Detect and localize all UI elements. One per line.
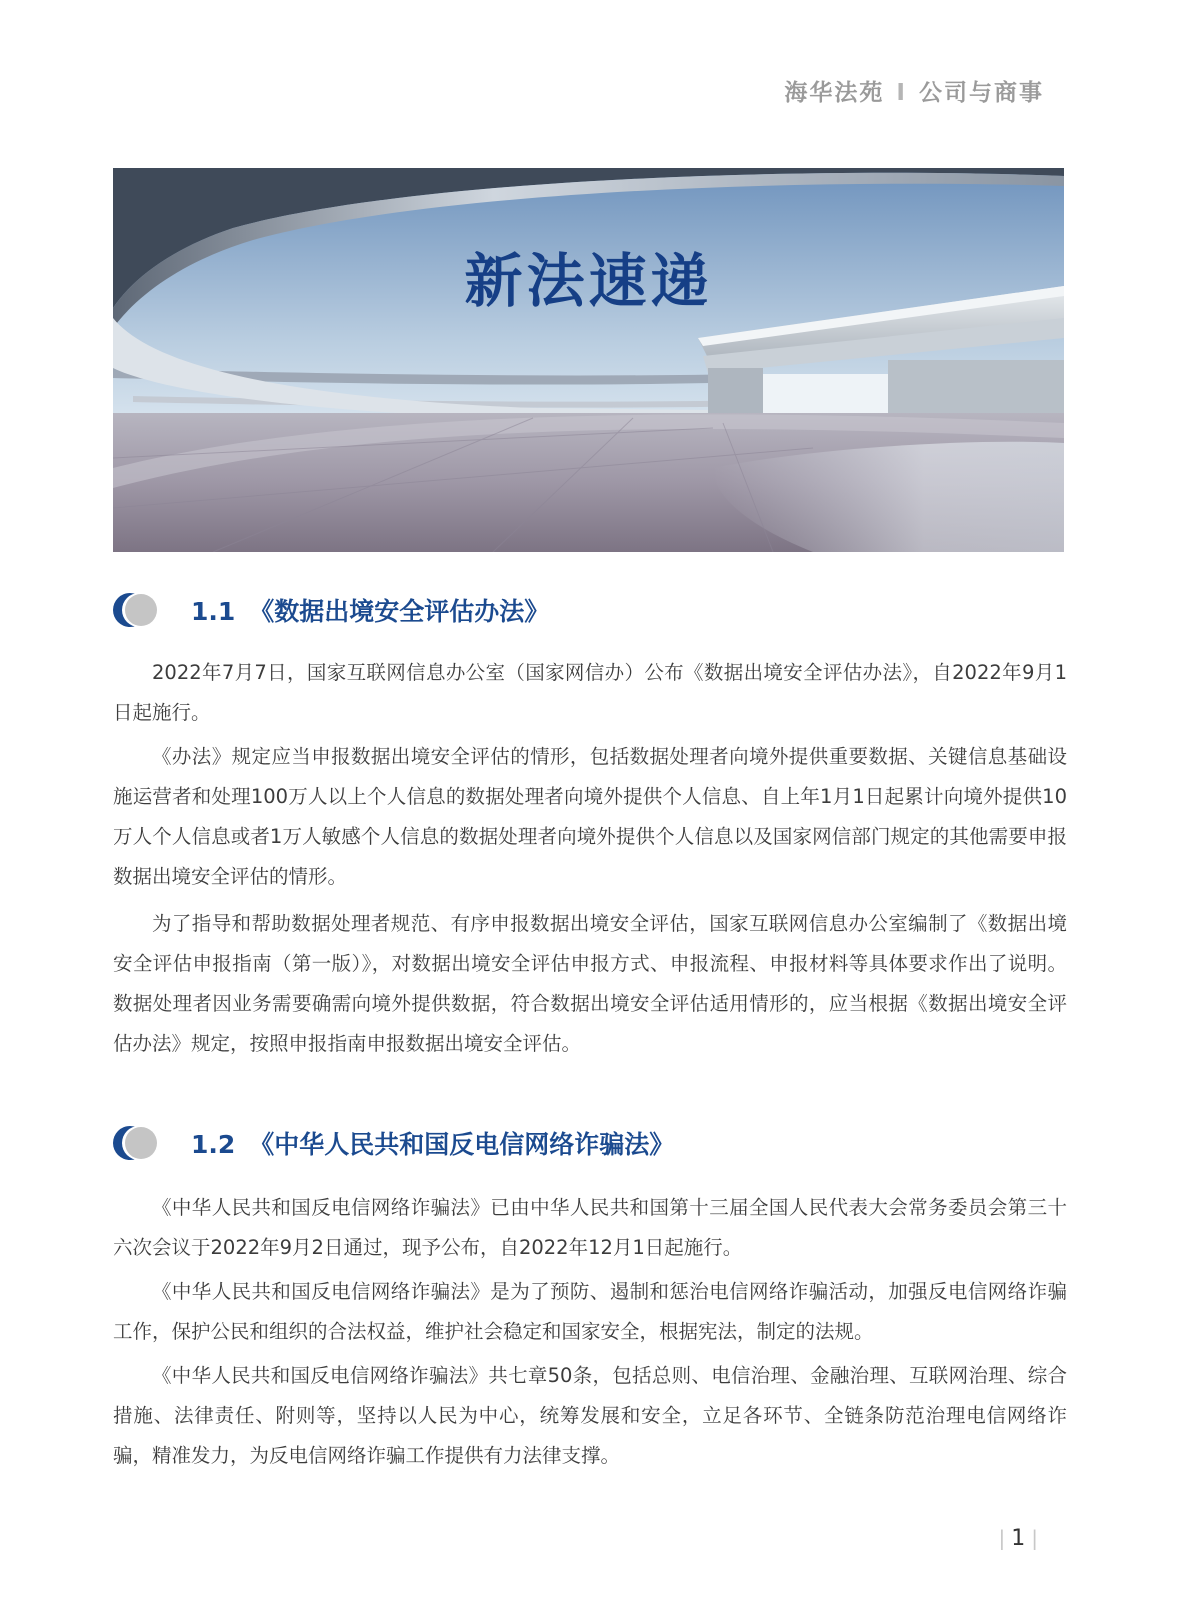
section-title — [191, 592, 549, 628]
section-number: 1.2 — [191, 1130, 236, 1159]
paragraph: 《中华人民共和国反电信网络诈骗法》共七章50条，包括总则、电信治理、金融治理、互联网治理、综合措施、法律责任、附则等，坚持以人民为中心，统筹发展和安全，立足各环节、全链条防范治理电信网络诈骗，精准发力，为反电信网络诈骗工作提供有力法律支撑。 — [113, 1364, 1067, 1467]
section-bullet-icon — [113, 1126, 157, 1160]
header-separator: I — [896, 80, 907, 106]
architecture-illustration — [113, 168, 1064, 552]
running-header — [784, 74, 1044, 107]
paragraph: 《中华人民共和国反电信网络诈骗法》已由中华人民共和国第十三届全国人民代表大会常务委员会第三十六次会议于2022年9月2日通过，现予公布，自2022年12月1日起施行。 — [113, 1196, 1067, 1259]
paragraph: 为了指导和帮助数据处理者规范、有序申报数据出境安全评估，国家互联网信息办公室编制了《数据出境安全评估申报指南（第一版）》，对数据出境安全评估申报方式、申报流程、申报材料等具体要求作出了说明。数据处理者因业务需要确需向境外提供数据，符合数据出境安全评估适用情形的，应当根据《数据出境安全评估办法》规定，按照申报指南申报数据出境安全评估。 — [113, 912, 1067, 1055]
paragraph: 《中华人民共和国反电信网络诈骗法》是为了预防、遏制和惩治电信网络诈骗活动，加强反电信网络诈骗工作，保护公民和组织的合法权益，维护社会稳定和国家安全，根据宪法，制定的法规。 — [113, 1280, 1067, 1343]
paragraph: 《办法》规定应当申报数据出境安全评估的情形，包括数据处理者向境外提供重要数据、关键信息基础设施运营者和处理100万人以上个人信息的数据处理者向境外提供个人信息、自上年1月1日起累计向境外提供10万人个人信息或者1万人敏感个人信息的数据处理者向境外提供个人信息以及国家网信部门规定的其他需要申报数据出境安全评估的情形。 — [113, 745, 1067, 888]
section-name: 公司与商事 — [919, 80, 1044, 106]
page-number: | 1 | — [998, 1526, 1038, 1551]
section-title — [191, 1125, 674, 1161]
page-number-value: 1 — [1011, 1526, 1026, 1551]
paragraph: 2022年7月7日，国家互联网信息办公室（国家网信办）公布《数据出境安全评估办法》，自2022年9月1日起施行。 — [113, 661, 1067, 724]
banner-image — [113, 168, 1064, 552]
section-number: 1.1 — [191, 597, 236, 626]
section-title-text: 《数据出境安全评估办法》 — [249, 597, 550, 626]
section-heading — [113, 1123, 674, 1163]
banner-title: 新法速递 — [464, 247, 713, 315]
section-bullet-icon — [113, 593, 157, 627]
section-title-text: 《中华人民共和国反电信网络诈骗法》 — [249, 1130, 675, 1159]
section-heading — [113, 590, 549, 630]
publication-name: 海华法苑 — [784, 80, 885, 106]
